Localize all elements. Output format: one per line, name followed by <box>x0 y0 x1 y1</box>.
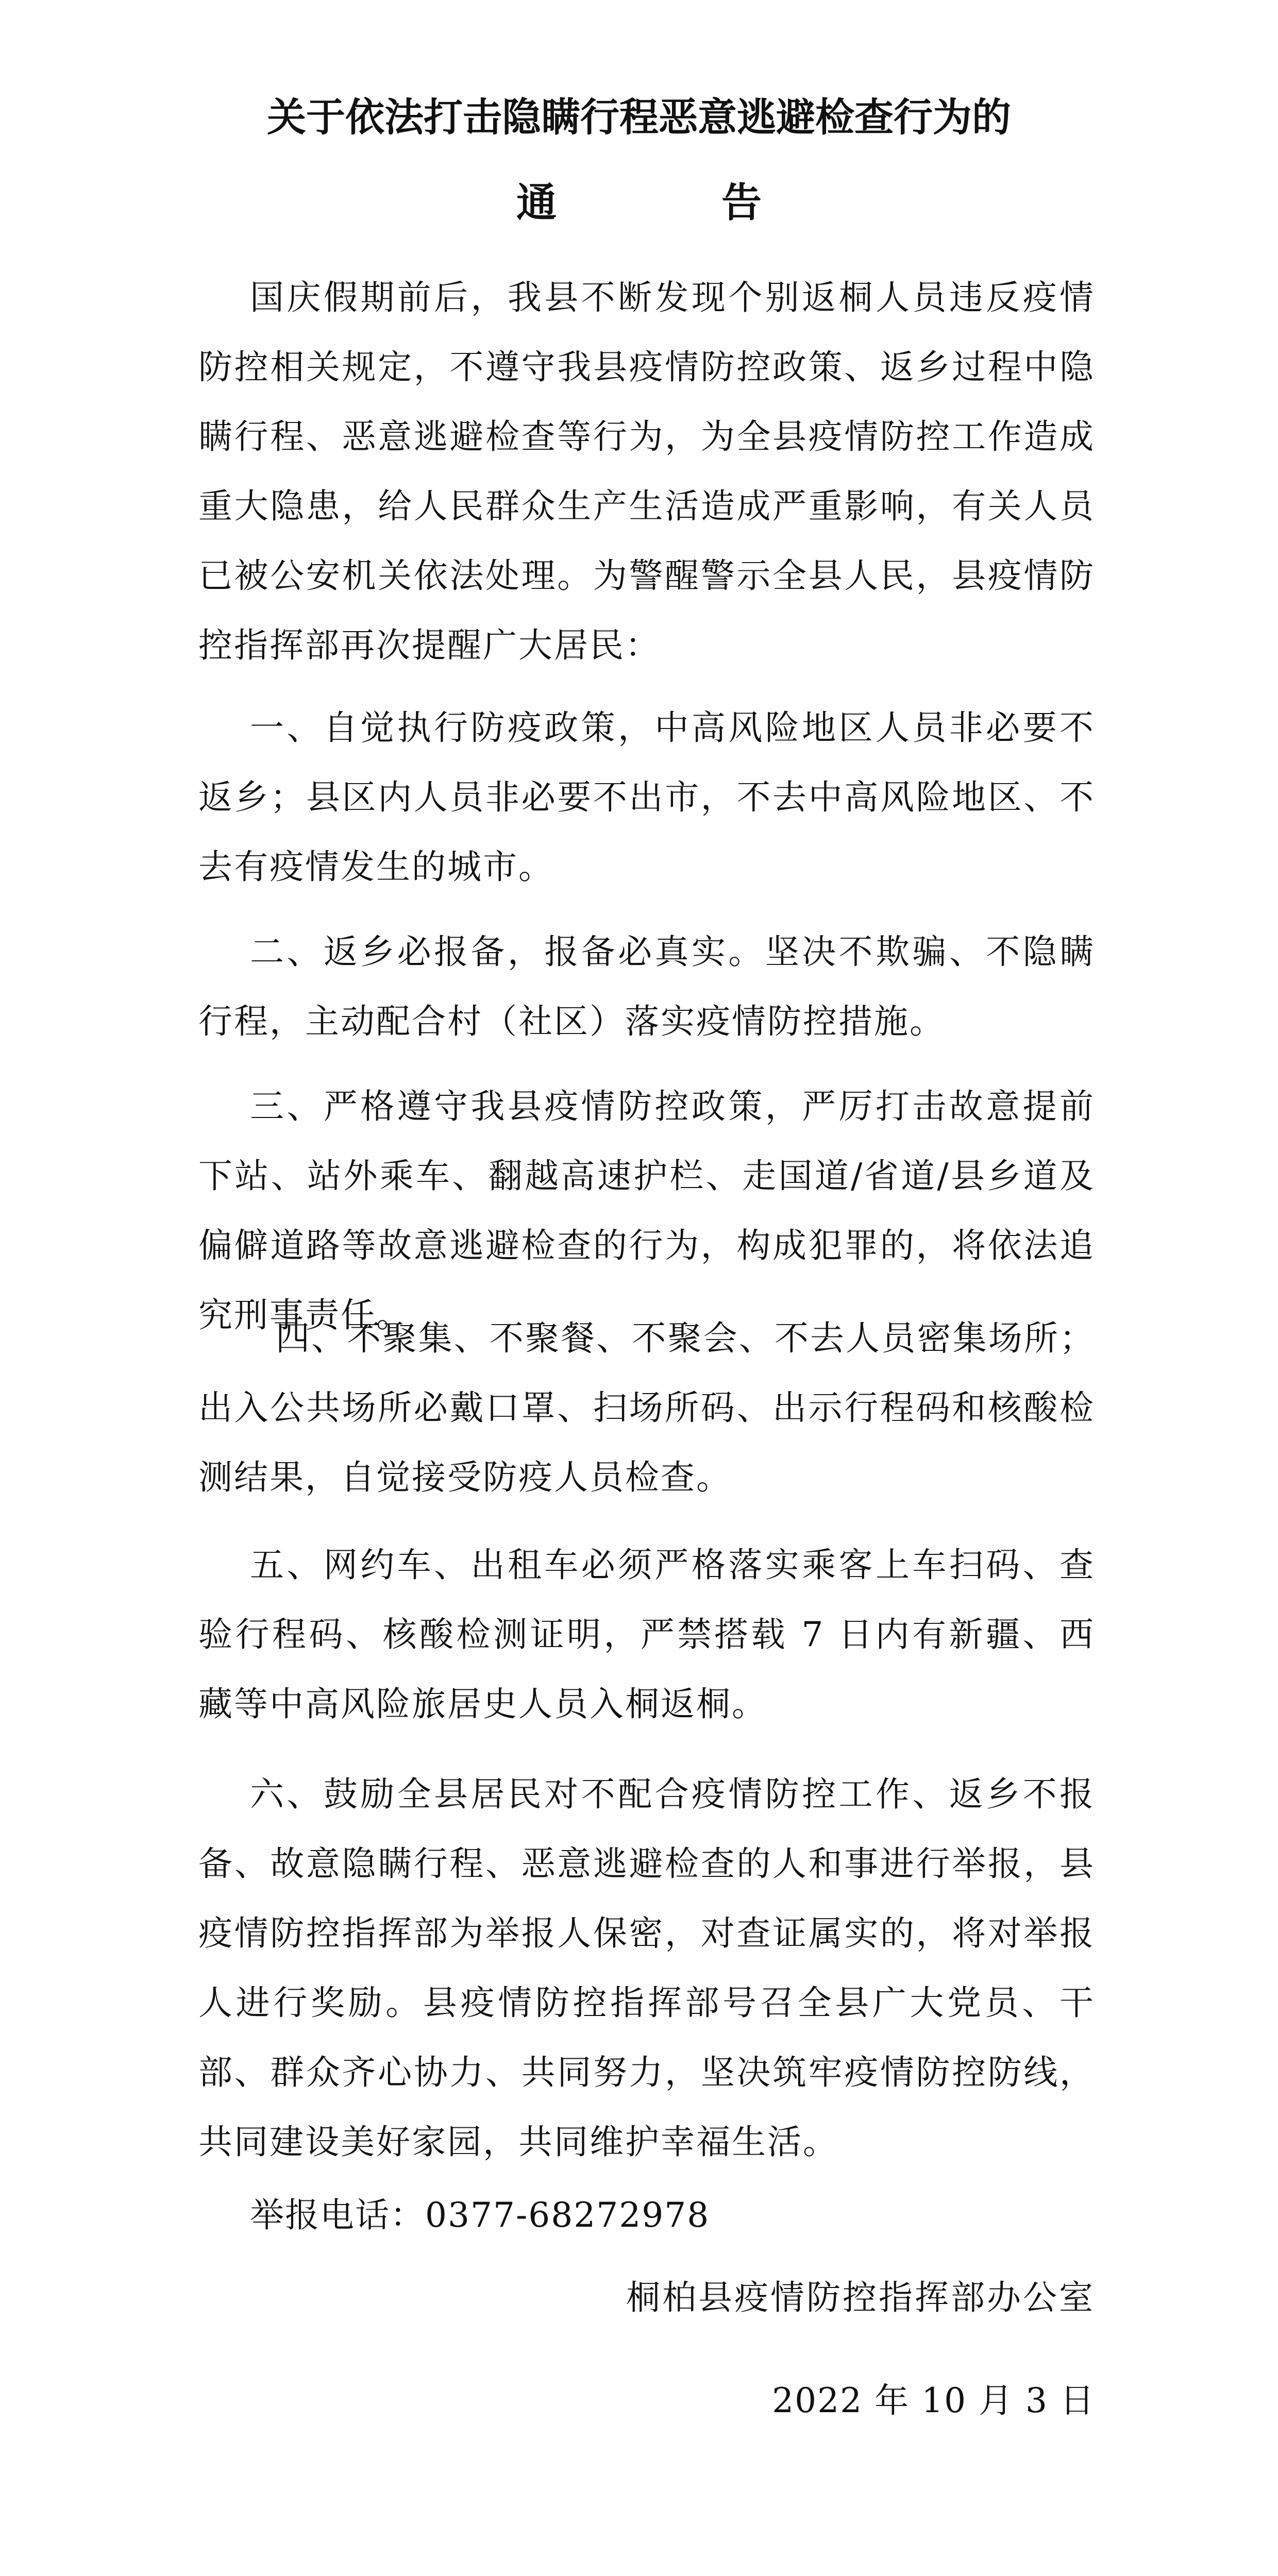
item-3-paragraph: 三、严格遵守我县疫情防控政策，严厉打击故意提前下站、站外乘车、翻越高速护栏、走国道/省道/县乡道及偏僻道路等故意逃避检查的行为，构成犯罪的，将依法追究刑事责任。 <box>198 1087 1095 1335</box>
item-4-paragraph: 四、不聚集、不聚餐、不聚会、不去人员密集场所；出入公共场所必戴口罩、扫场所码、出示行程码和核酸检测结果，自觉接受防疫人员检查。 <box>198 1318 1095 1497</box>
report-hotline: 举报电话：0377-68272978 <box>250 2195 710 2235</box>
item-6-paragraph: 六、鼓励全县居民对不配合疫情防控工作、返乡不报备、故意隐瞒行程、恶意逃避检查的人和事进行举报，县疫情防控指挥部为举报人保密，对查证属实的，将对举报人进行奖励。县疫情防控指挥部号召全县广大党员、干部、群众齐心协力、共同努力，坚决筑牢疫情防控防线，共同建设美好家园，共同维护幸福生活。 <box>198 1774 1095 2162</box>
issuing-office: 桐柏县疫情防控指挥部办公室 <box>626 2278 1095 2317</box>
item-2-paragraph: 二、返乡必报备，报备必真实。坚决不欺骗、不隐瞒行程，主动配合村（社区）落实疫情防控措施。 <box>198 932 1095 1041</box>
issue-date: 2022 年 10 月 3 日 <box>772 2381 1095 2420</box>
notice-title: 关于依法打击隐瞒行程恶意逃避检查行为的 <box>267 94 1011 140</box>
intro-paragraph: 国庆假期前后，我县不断发现个别返桐人员违反疫情防控相关规定，不遵守我县疫情防控政策、返乡过程中隐瞒行程、恶意逃避检查等行为，为全县疫情防控工作造成重大隐患，给人民群众生产生活造成严重影响，有关人员已被公安机关依法处理。为警醒警示全县人民，县疫情防控指挥部再次提醒广大居民： <box>198 278 1095 665</box>
item-5-paragraph: 五、网约车、出租车必须严格落实乘客上车扫码、查验行程码、核酸检测证明，严禁搭载 7 日内有新疆、西藏等中高风险旅居史人员入桐返桐。 <box>198 1545 1095 1724</box>
notice-heading: 通告 <box>516 180 927 226</box>
item-1-paragraph: 一、自觉执行防疫政策，中高风险地区人员非必要不返乡；县区内人员非必要不出市，不去中高风险地区、不去有疫情发生的城市。 <box>198 708 1095 887</box>
